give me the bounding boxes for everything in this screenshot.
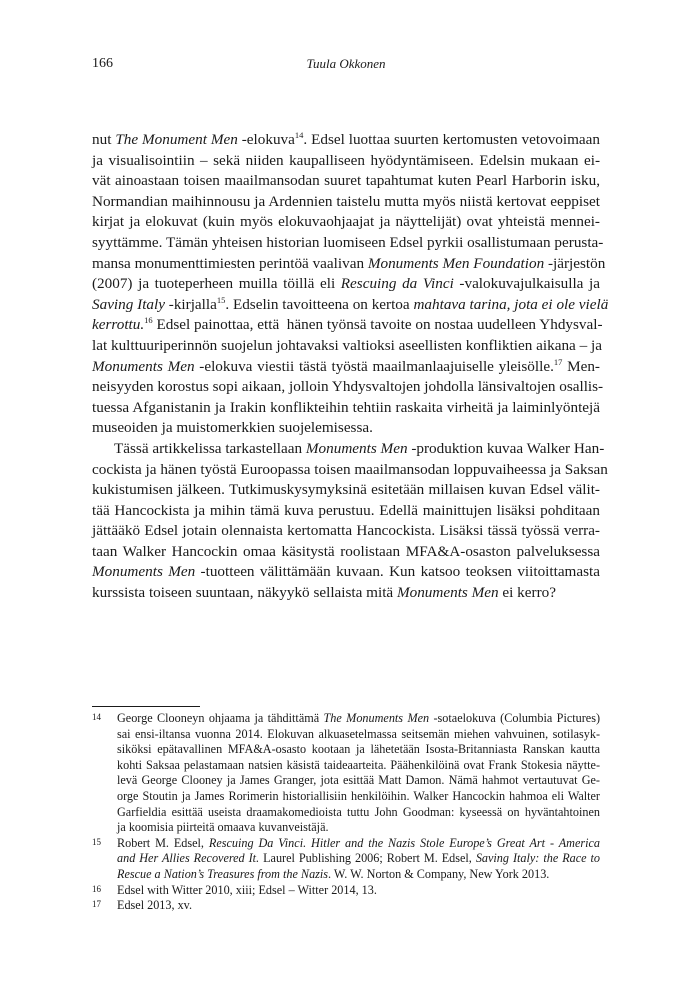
text-line: Normandian maihinnousu ja Ardennien taistelu mutta myös niistä kertovat eeppiset	[92, 192, 600, 210]
footnote-number: 16	[92, 883, 101, 894]
text-line: Tässä artikkelissa tarkastellaan Monuments Men -produktion kuvaa Walker Han-	[114, 439, 605, 457]
footnote-line: siköksi epätavallinen MFA&A-osasto kootaan ja lähetetään Isosta-Britanniasta Ranskan kautta	[117, 742, 600, 757]
footnote-line: Robert M. Edsel, Rescuing Da Vinci. Hitler and the Nazis Stole Europe’s Great Art - America	[117, 835, 600, 850]
footnote-15	[92, 836, 600, 883]
footnote-14	[92, 711, 600, 836]
text-line: jättääkö Edsel jotain olennaista kertomatta Hancockista. Lisäksi tässä työssä verra-	[92, 522, 600, 540]
footnote-line: ja koomisia piirteitä omaava kuvanveistäjä.	[117, 820, 329, 835]
footnote-number: 15	[92, 836, 101, 847]
text-line: kerrottu.$^{16}$ Edsel painottaa, että hänen työnsä tavoite on nostaa uudelleen Yhdysval-	[92, 315, 603, 334]
footnote-line: kohti Saksaa pelastamaan natsien käsistä taideaarteita. Päähenkilöinä ovat Frank Stokesia näytte-	[117, 757, 600, 772]
text-line: taan Walker Hancockin omaa käsitystä roolistaan MFA&A-osaston palveluksessa	[92, 542, 600, 560]
footnote-ref: 16	[144, 315, 153, 326]
text-line: museoiden ja muistomerkkien suojelemisessa.	[92, 419, 373, 437]
footnote-17	[92, 898, 600, 914]
page-number: 166	[92, 56, 113, 71]
text-line: syyttämme. Tämän yhteisen historian luomiseen Edsel pyrkii osallistumaan perusta-	[92, 233, 604, 251]
text-line: lat kulttuuriperinnön suojelun johtavaksi valtioksi aseellisten konfliktien aikana – ja	[92, 336, 602, 354]
footnote-line: Garfieldia esittää useista draamakomedioista tuttu John Goodman: kyseessä on hyväntahtoinen	[117, 804, 600, 819]
footnote-line: Edsel with Witter 2010, xiii; Edsel – Witter 2014, 13.	[117, 882, 377, 897]
text-line: tuessa Afganistanin ja Irakin konflikteihin tehtiin raskaita virheitä ja laiminlyöntejä	[92, 398, 600, 416]
text-line: kirjat ja elokuvat (kuin myös elokuvaohjaajat ja näyttelijät) ovat yhteistä mennei-	[92, 213, 600, 231]
text-line: mansa monumenttimiesten perintöä vaalivan Monuments Men Foundation -järjestön	[92, 254, 606, 272]
footnote-number: 14	[92, 712, 101, 722]
text-line: Monuments Men -tuotteen välittämään kuvaan. Kun katsoo teoksen viitoittamasta	[92, 563, 600, 581]
footnote-line: orge Stoutin ja James Rorimerin historiallisiin henkilöihin. Walker Hancockin hahmoa eli Walter	[117, 788, 600, 803]
footnotes	[92, 711, 600, 914]
footnote-line: and Her Allies Recovered It. Laurel Publishing 2006; Robert M. Edsel, Saving Italy: the Race to	[117, 851, 601, 866]
text-line: Monuments Men -elokuva viestii tästä työstä maailmanlaajuiselle yleisölle.$^{17}$ Men-	[92, 356, 600, 375]
text-line: cockista ja hänen työstä Euroopassa toisen maailmansodan loppuvaiheessa ja Saksan	[92, 460, 608, 478]
footnote-ref: 15	[216, 294, 226, 305]
text-line: tää Hancockista ja mihin tämä kuva perustuu. Edellä mainittujen lisäksi pohditaan	[92, 501, 600, 519]
text-line: (2007) ja tuoteperheen muilla töillä eli Rescuing da Vinci -valokuvajulkaisulla ja	[92, 275, 600, 293]
text-line: vät ainoastaan toisen maailmansodan suuret tapahtumat kuten Pearl Harborin isku,	[92, 172, 600, 190]
footnote-line: Edsel 2013, xv.	[117, 898, 193, 913]
text-line: neisyyden korostus sopi aikaan, jolloin Yhdysvaltojen johdolla länsivaltojen osallis-	[92, 378, 604, 396]
footnote-ref: 14	[294, 130, 304, 140]
footnote-ref: 17	[553, 356, 563, 367]
body-text	[92, 130, 609, 604]
text-line: kukistumisen jälkeen. Tutkimuskysymyksinä esitetään millaisen kuvan Edsel välit-	[92, 481, 600, 499]
footnote-line: levä George Clooney ja James Granger, jota esittää Matt Damon. Nämä hahmot vertautuvat Ge-	[117, 773, 600, 788]
footnote-divider	[92, 706, 200, 707]
footnote-line: sai ensi-iltansa vuonna 2014. Elokuvan alkuasetelmassa seitsemän miehen vahvuinen, sotilasyk-	[117, 726, 600, 741]
page-header	[92, 56, 600, 76]
text-line: nut The Monument Men -elokuva$^{14}$. Edsel luottaa suurten kertomusten vetovoimaan	[92, 130, 600, 148]
footnote-16	[92, 883, 600, 899]
text-line: ja visualisointiin – sekä niiden kaupalliseen hyödyntämiseen. Edelsin mukaan ei-	[92, 151, 600, 169]
footnote-number: 17	[92, 899, 101, 910]
footnote-line: Rescue a Nation’s Treasures from the Nazis. W. W. Norton & Company, New York 2013.	[117, 866, 550, 881]
text-line: Saving Italy -kirjalla$^{15}$. Edselin tavoitteena on kertoa mahtava tarina, jota ei ole vielä	[92, 294, 609, 313]
text-line: kurssista toiseen suuntaan, näkyykö sellaista mitä Monuments Men ei kerro?	[92, 584, 556, 602]
footnote-line: George Clooneyn ohjaama ja tähdittämä The Monuments Men -sotaelokuva (Columbia Pictures)	[117, 711, 601, 725]
running-head: Tuula Okkonen	[306, 56, 386, 71]
